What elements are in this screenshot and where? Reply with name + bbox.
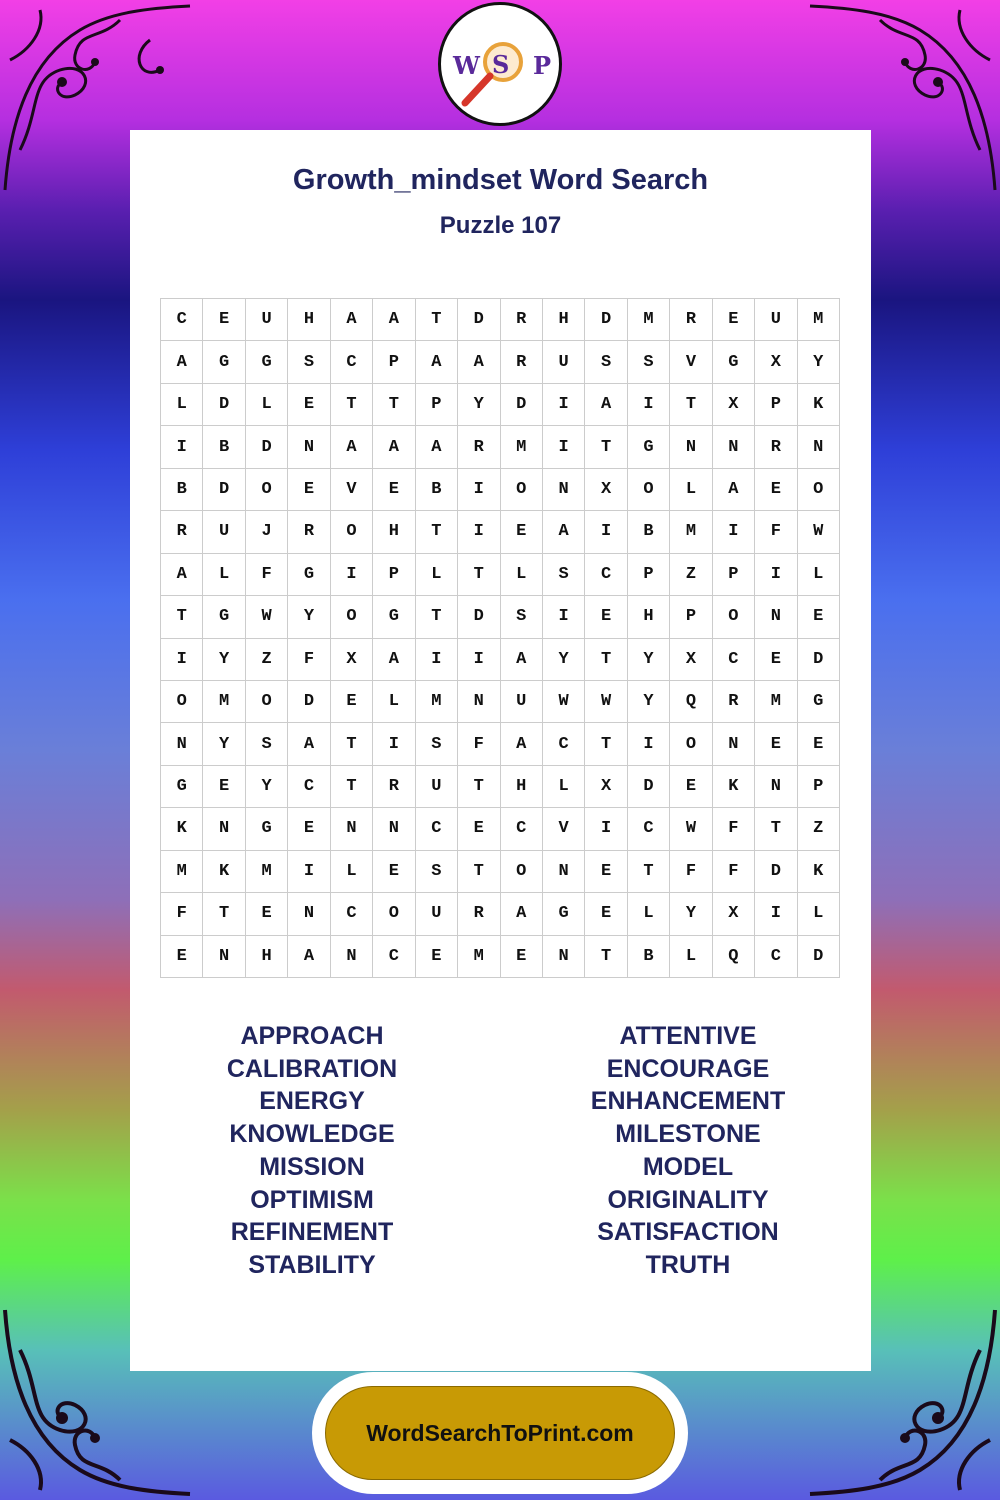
grid-cell[interactable]: P	[373, 554, 415, 596]
grid-cell[interactable]: T	[416, 511, 458, 553]
grid-cell[interactable]: L	[501, 554, 543, 596]
grid-cell[interactable]: E	[161, 936, 203, 978]
grid-cell[interactable]: E	[203, 766, 245, 808]
word-list-item: KNOWLEDGE	[229, 1120, 395, 1149]
word-list-item: ENERGY	[259, 1087, 365, 1116]
grid-cell[interactable]: G	[246, 341, 288, 383]
grid-cell[interactable]: O	[798, 469, 840, 511]
grid-cell[interactable]: B	[161, 469, 203, 511]
grid-cell[interactable]: U	[543, 341, 585, 383]
grid-cell[interactable]: T	[670, 384, 712, 426]
grid-cell[interactable]: A	[585, 384, 627, 426]
grid-cell[interactable]: Z	[670, 554, 712, 596]
grid-cell[interactable]: T	[161, 596, 203, 638]
grid-cell[interactable]: F	[161, 893, 203, 935]
grid-cell[interactable]: A	[161, 554, 203, 596]
grid-cell[interactable]: O	[373, 893, 415, 935]
grid-cell[interactable]: E	[203, 299, 245, 341]
grid-cell[interactable]: I	[543, 384, 585, 426]
grid-cell[interactable]: M	[203, 681, 245, 723]
grid-cell[interactable]: M	[161, 851, 203, 893]
grid-cell[interactable]: U	[246, 299, 288, 341]
word-list-item: MODEL	[642, 1152, 734, 1181]
grid-cell[interactable]: E	[755, 639, 797, 681]
grid-cell[interactable]: D	[458, 299, 500, 341]
grid-cell[interactable]: O	[501, 469, 543, 511]
grid-cell[interactable]: E	[585, 851, 627, 893]
grid-cell[interactable]: P	[373, 341, 415, 383]
grid-cell[interactable]: K	[713, 766, 755, 808]
grid-cell[interactable]: L	[373, 681, 415, 723]
grid-cell[interactable]: L	[670, 936, 712, 978]
grid-cell[interactable]: Y	[246, 766, 288, 808]
grid-cell[interactable]: T	[373, 384, 415, 426]
grid-cell[interactable]: I	[416, 639, 458, 681]
grid-cell[interactable]: O	[161, 681, 203, 723]
grid-cell[interactable]: D	[585, 299, 627, 341]
grid-cell[interactable]: I	[161, 639, 203, 681]
grid-cell[interactable]: I	[755, 893, 797, 935]
grid-cell[interactable]: O	[501, 851, 543, 893]
grid-cell[interactable]: F	[755, 511, 797, 553]
grid-cell[interactable]: Y	[203, 723, 245, 765]
grid-cell[interactable]: C	[543, 723, 585, 765]
grid-cell[interactable]: S	[628, 341, 670, 383]
grid-cell[interactable]: T	[331, 384, 373, 426]
grid-cell[interactable]: G	[628, 426, 670, 468]
grid-cell[interactable]: M	[798, 299, 840, 341]
grid-cell[interactable]: N	[755, 766, 797, 808]
grid-cell[interactable]: D	[288, 681, 330, 723]
grid-cell[interactable]: H	[543, 299, 585, 341]
grid-cell[interactable]: D	[203, 469, 245, 511]
grid-cell[interactable]: R	[458, 893, 500, 935]
grid-cell[interactable]: M	[755, 681, 797, 723]
grid-cell[interactable]: V	[543, 808, 585, 850]
grid-cell[interactable]: A	[331, 299, 373, 341]
grid-cell[interactable]: I	[458, 639, 500, 681]
grid-cell[interactable]: Q	[670, 681, 712, 723]
wsp-logo[interactable]	[438, 2, 562, 126]
grid-cell[interactable]: A	[416, 341, 458, 383]
grid-cell[interactable]: E	[331, 681, 373, 723]
grid-cell[interactable]: L	[670, 469, 712, 511]
grid-cell[interactable]: C	[331, 893, 373, 935]
grid-cell[interactable]: M	[246, 851, 288, 893]
grid-cell[interactable]: I	[543, 596, 585, 638]
grid-cell[interactable]: I	[288, 851, 330, 893]
grid-cell[interactable]: N	[161, 723, 203, 765]
grid-cell[interactable]: M	[416, 681, 458, 723]
word-list-item: ATTENTIVE	[619, 1022, 757, 1050]
grid-cell[interactable]: X	[713, 893, 755, 935]
grid-cell[interactable]: A	[416, 426, 458, 468]
grid-cell[interactable]: V	[670, 341, 712, 383]
grid-cell[interactable]: R	[161, 511, 203, 553]
grid-cell[interactable]: E	[713, 299, 755, 341]
grid-cell[interactable]: A	[501, 639, 543, 681]
grid-cell[interactable]: I	[713, 511, 755, 553]
grid-cell[interactable]: Z	[246, 639, 288, 681]
grid-cell[interactable]: O	[331, 511, 373, 553]
logo-letter-s: S	[492, 50, 510, 79]
grid-cell[interactable]: A	[373, 426, 415, 468]
grid-cell[interactable]: O	[331, 596, 373, 638]
word-list-item: MISSION	[259, 1152, 365, 1181]
grid-cell[interactable]: R	[288, 511, 330, 553]
word-list-item: OPTIMISM	[250, 1185, 374, 1214]
grid-cell[interactable]: T	[755, 808, 797, 850]
grid-cell[interactable]: D	[203, 384, 245, 426]
grid-cell[interactable]: C	[585, 554, 627, 596]
grid-cell[interactable]: R	[755, 426, 797, 468]
grid-cell[interactable]: N	[798, 426, 840, 468]
grid-cell[interactable]: D	[501, 384, 543, 426]
grid-cell[interactable]: I	[585, 808, 627, 850]
grid-cell[interactable]: S	[246, 723, 288, 765]
grid-cell[interactable]: N	[288, 426, 330, 468]
grid-cell[interactable]: S	[585, 341, 627, 383]
grid-cell[interactable]: B	[628, 511, 670, 553]
grid-cell[interactable]: G	[288, 554, 330, 596]
grid-cell[interactable]: F	[670, 851, 712, 893]
grid-cell[interactable]: N	[543, 469, 585, 511]
grid-cell[interactable]: A	[288, 723, 330, 765]
grid-cell[interactable]: Y	[543, 639, 585, 681]
grid-cell[interactable]: N	[458, 681, 500, 723]
grid-cell[interactable]: G	[798, 681, 840, 723]
grid-cell[interactable]: W	[246, 596, 288, 638]
grid-cell[interactable]: L	[543, 766, 585, 808]
grid-cell[interactable]: K	[798, 384, 840, 426]
grid-cell[interactable]: R	[458, 426, 500, 468]
grid-cell[interactable]: E	[585, 596, 627, 638]
grid-cell[interactable]: C	[713, 639, 755, 681]
grid-cell[interactable]: N	[373, 808, 415, 850]
grid-cell[interactable]: D	[798, 639, 840, 681]
grid-cell[interactable]: G	[203, 341, 245, 383]
grid-cell[interactable]: G	[203, 596, 245, 638]
grid-cell[interactable]: L	[203, 554, 245, 596]
grid-cell[interactable]: B	[203, 426, 245, 468]
grid-cell[interactable]: A	[373, 639, 415, 681]
grid-cell[interactable]: I	[161, 426, 203, 468]
grid-cell[interactable]: Y	[628, 681, 670, 723]
grid-cell[interactable]: T	[458, 554, 500, 596]
grid-cell[interactable]: F	[458, 723, 500, 765]
grid-cell[interactable]: H	[628, 596, 670, 638]
grid-cell[interactable]: B	[416, 469, 458, 511]
grid-cell[interactable]: L	[628, 893, 670, 935]
site-link[interactable]: WordSearchToPrint.com	[325, 1386, 675, 1480]
grid-cell[interactable]: L	[416, 554, 458, 596]
word-list-item: TRUTH	[645, 1250, 731, 1279]
grid-cell[interactable]: X	[585, 469, 627, 511]
grid-cell[interactable]: C	[288, 766, 330, 808]
grid-cell[interactable]: Q	[713, 936, 755, 978]
grid-cell[interactable]: E	[416, 936, 458, 978]
grid-cell[interactable]: P	[798, 766, 840, 808]
grid-cell[interactable]: I	[331, 554, 373, 596]
grid-cell[interactable]: N	[203, 808, 245, 850]
grid-cell[interactable]: R	[713, 681, 755, 723]
grid-cell[interactable]: D	[628, 766, 670, 808]
grid-cell[interactable]: E	[246, 893, 288, 935]
grid-cell[interactable]: N	[288, 893, 330, 935]
grid-cell[interactable]: Y	[628, 639, 670, 681]
grid-cell[interactable]: C	[373, 936, 415, 978]
grid-cell[interactable]: X	[713, 384, 755, 426]
grid-cell[interactable]: T	[585, 426, 627, 468]
grid-cell[interactable]: Y	[798, 341, 840, 383]
grid-cell[interactable]: E	[373, 469, 415, 511]
grid-cell[interactable]: O	[246, 469, 288, 511]
grid-cell[interactable]: T	[331, 723, 373, 765]
puzzle-card	[130, 130, 871, 1371]
grid-cell[interactable]: L	[161, 384, 203, 426]
grid-cell[interactable]: H	[246, 936, 288, 978]
grid-cell[interactable]: W	[585, 681, 627, 723]
grid-cell[interactable]: M	[628, 299, 670, 341]
grid-cell[interactable]: M	[458, 936, 500, 978]
grid-cell[interactable]: F	[288, 639, 330, 681]
grid-cell[interactable]: E	[755, 723, 797, 765]
letter-grid[interactable]	[160, 298, 840, 978]
grid-cell[interactable]: S	[416, 851, 458, 893]
grid-cell[interactable]: G	[713, 341, 755, 383]
grid-cell[interactable]: A	[373, 299, 415, 341]
word-list-item: ENCOURAGE	[606, 1054, 770, 1083]
grid-cell[interactable]: E	[755, 469, 797, 511]
grid-cell[interactable]: C	[501, 808, 543, 850]
grid-cell[interactable]: S	[543, 554, 585, 596]
grid-cell[interactable]: B	[628, 936, 670, 978]
grid-cell[interactable]: N	[755, 596, 797, 638]
grid-cell[interactable]: E	[501, 936, 543, 978]
grid-cell[interactable]: L	[798, 554, 840, 596]
grid-cell[interactable]: A	[501, 723, 543, 765]
grid-cell[interactable]: C	[755, 936, 797, 978]
grid-cell[interactable]: T	[628, 851, 670, 893]
grid-cell[interactable]: A	[713, 469, 755, 511]
grid-cell[interactable]: P	[713, 554, 755, 596]
grid-cell[interactable]: S	[416, 723, 458, 765]
grid-cell[interactable]: A	[543, 511, 585, 553]
grid-cell[interactable]: N	[331, 936, 373, 978]
grid-cell[interactable]: D	[798, 936, 840, 978]
word-list-item: APPROACH	[240, 1022, 384, 1050]
grid-cell[interactable]: F	[246, 554, 288, 596]
grid-cell[interactable]: U	[416, 893, 458, 935]
grid-cell[interactable]: C	[628, 808, 670, 850]
grid-cell[interactable]: I	[755, 554, 797, 596]
grid-cell[interactable]: N	[713, 426, 755, 468]
grid-cell[interactable]: M	[670, 511, 712, 553]
grid-cell[interactable]: D	[458, 596, 500, 638]
grid-cell[interactable]: N	[331, 808, 373, 850]
grid-cell[interactable]: W	[798, 511, 840, 553]
grid-cell[interactable]: Y	[203, 639, 245, 681]
grid-cell[interactable]: T	[416, 299, 458, 341]
grid-cell[interactable]: R	[373, 766, 415, 808]
grid-cell[interactable]: M	[501, 426, 543, 468]
grid-cell[interactable]: U	[501, 681, 543, 723]
grid-cell[interactable]: I	[628, 723, 670, 765]
grid-cell[interactable]: R	[501, 341, 543, 383]
puzzle-title: Growth_mindset Word Search	[292, 164, 709, 196]
grid-cell[interactable]: F	[713, 851, 755, 893]
grid-cell[interactable]: J	[246, 511, 288, 553]
word-list-item: MILESTONE	[615, 1120, 761, 1149]
grid-cell[interactable]: E	[288, 469, 330, 511]
grid-cell[interactable]: E	[585, 893, 627, 935]
grid-cell[interactable]: G	[246, 808, 288, 850]
grid-cell[interactable]: A	[458, 341, 500, 383]
grid-cell[interactable]: G	[161, 766, 203, 808]
grid-cell[interactable]: A	[331, 426, 373, 468]
grid-cell[interactable]: A	[161, 341, 203, 383]
grid-cell[interactable]: L	[331, 851, 373, 893]
word-list-item: ORIGINALITY	[607, 1185, 769, 1214]
grid-cell[interactable]: N	[543, 851, 585, 893]
grid-cell[interactable]: L	[246, 384, 288, 426]
grid-cell[interactable]: S	[288, 341, 330, 383]
logo-letter-p: P	[533, 51, 552, 80]
grid-cell[interactable]: A	[501, 893, 543, 935]
grid-cell[interactable]: N	[543, 936, 585, 978]
grid-cell[interactable]: C	[416, 808, 458, 850]
grid-cell[interactable]: K	[798, 851, 840, 893]
grid-cell[interactable]: N	[713, 723, 755, 765]
grid-cell[interactable]: Y	[458, 384, 500, 426]
grid-cell[interactable]: W	[543, 681, 585, 723]
grid-cell[interactable]: H	[373, 511, 415, 553]
grid-cell[interactable]: S	[501, 596, 543, 638]
grid-cell[interactable]: W	[670, 808, 712, 850]
grid-cell[interactable]: A	[288, 936, 330, 978]
grid-cell[interactable]: E	[798, 596, 840, 638]
word-list-item: STABILITY	[248, 1250, 376, 1279]
grid-cell[interactable]: T	[585, 639, 627, 681]
grid-cell[interactable]: T	[203, 893, 245, 935]
grid-cell[interactable]: U	[203, 511, 245, 553]
grid-cell[interactable]: I	[458, 511, 500, 553]
grid-cell[interactable]: O	[628, 469, 670, 511]
puzzle-number: Puzzle 107	[439, 212, 562, 239]
grid-cell[interactable]: X	[755, 341, 797, 383]
grid-cell[interactable]: T	[331, 766, 373, 808]
grid-cell[interactable]: E	[670, 766, 712, 808]
grid-cell[interactable]: Y	[670, 893, 712, 935]
grid-cell[interactable]: T	[416, 596, 458, 638]
grid-cell[interactable]: E	[501, 511, 543, 553]
grid-cell[interactable]: I	[373, 723, 415, 765]
grid-cell[interactable]: G	[373, 596, 415, 638]
grid-cell[interactable]: T	[585, 723, 627, 765]
grid-cell[interactable]: P	[670, 596, 712, 638]
grid-cell[interactable]: D	[755, 851, 797, 893]
grid-cell[interactable]: X	[331, 639, 373, 681]
grid-cell[interactable]: E	[288, 384, 330, 426]
word-list-right	[538, 1020, 838, 1282]
grid-cell[interactable]: K	[203, 851, 245, 893]
grid-cell[interactable]: D	[246, 426, 288, 468]
grid-cell[interactable]: F	[713, 808, 755, 850]
word-list-left	[162, 1020, 462, 1282]
grid-cell[interactable]: Z	[798, 808, 840, 850]
grid-cell[interactable]: G	[543, 893, 585, 935]
grid-cell[interactable]: O	[670, 723, 712, 765]
grid-cell[interactable]: H	[288, 299, 330, 341]
grid-cell[interactable]: N	[670, 426, 712, 468]
grid-cell[interactable]: R	[501, 299, 543, 341]
grid-cell[interactable]: U	[416, 766, 458, 808]
grid-cell[interactable]: P	[755, 384, 797, 426]
grid-cell[interactable]: R	[670, 299, 712, 341]
word-list-item: SATISFACTION	[597, 1218, 779, 1247]
grid-cell[interactable]: T	[458, 766, 500, 808]
grid-cell[interactable]: L	[798, 893, 840, 935]
grid-cell[interactable]: C	[161, 299, 203, 341]
grid-cell[interactable]: E	[288, 808, 330, 850]
grid-cell[interactable]: I	[585, 511, 627, 553]
logo-letter-w: W	[453, 51, 480, 80]
grid-cell[interactable]: X	[585, 766, 627, 808]
grid-cell[interactable]: E	[458, 808, 500, 850]
grid-cell[interactable]: I	[543, 426, 585, 468]
grid-cell[interactable]: K	[161, 808, 203, 850]
grid-cell[interactable]: V	[331, 469, 373, 511]
grid-cell[interactable]: E	[798, 723, 840, 765]
word-list-item: ENHANCEMENT	[590, 1087, 786, 1116]
grid-cell[interactable]: T	[458, 851, 500, 893]
grid-cell[interactable]: P	[416, 384, 458, 426]
grid-cell[interactable]: H	[501, 766, 543, 808]
word-list-item: REFINEMENT	[230, 1218, 394, 1247]
grid-cell[interactable]: N	[203, 936, 245, 978]
grid-cell[interactable]: U	[755, 299, 797, 341]
word-list-item: CALIBRATION	[226, 1054, 398, 1083]
grid-cell[interactable]: E	[373, 851, 415, 893]
grid-cell[interactable]: Y	[288, 596, 330, 638]
grid-cell[interactable]: P	[628, 554, 670, 596]
grid-cell[interactable]: C	[331, 341, 373, 383]
grid-cell[interactable]: I	[628, 384, 670, 426]
grid-cell[interactable]: X	[670, 639, 712, 681]
grid-cell[interactable]: T	[585, 936, 627, 978]
grid-cell[interactable]: I	[458, 469, 500, 511]
grid-cell[interactable]: O	[713, 596, 755, 638]
grid-cell[interactable]: O	[246, 681, 288, 723]
